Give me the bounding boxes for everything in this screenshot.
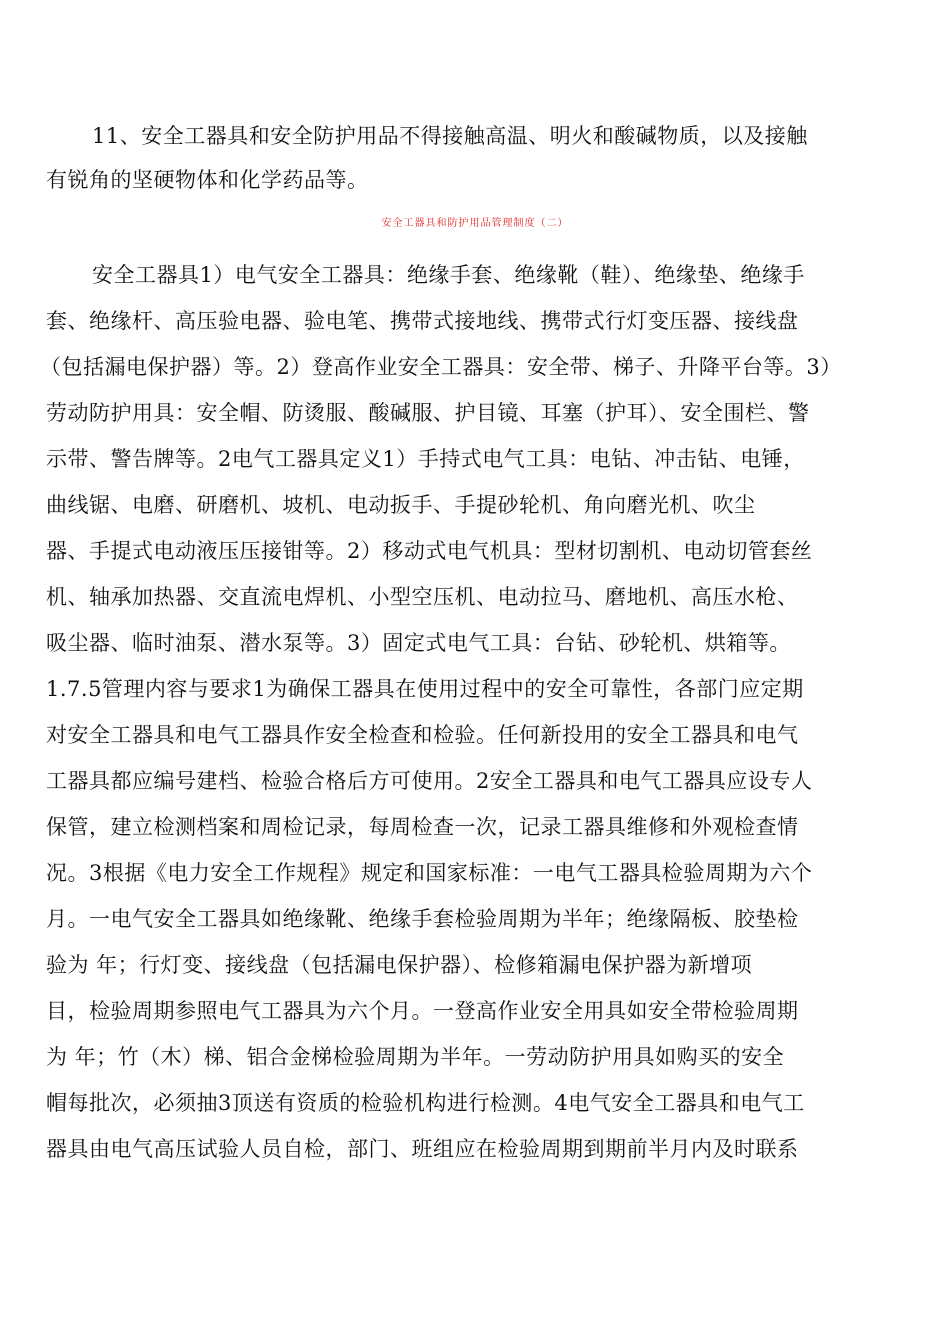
para2-line-13: 保管，建立检测档案和周检记录，每周检查一次，记录工器具维修和外观检查情 bbox=[46, 815, 799, 839]
para2-line-18: 为 年；竹（木）梯、铝合金梯检验周期为半年。一劳动防护用具如购买的安全 bbox=[46, 1045, 785, 1069]
para2-line-4: 劳动防护用具：安全帽、防烫服、酸碱服、护目镜、耳塞（护耳）、安全围栏、警 bbox=[46, 401, 810, 425]
para2-line-20: 器具由电气高压试验人员自检，部门、班组应在检验周期到期前半月内及时联系 bbox=[46, 1137, 799, 1161]
para2-line-2: 套、绝缘杆、高压验电器、验电笔、携带式接地线、携带式行灯变压器、接线盘 bbox=[46, 309, 799, 333]
para2-line-3: （包括漏电保护器）等。2）登高作业安全工器具：安全带、梯子、升降平台等。3） bbox=[40, 355, 842, 379]
para2-line-12: 工器具都应编号建档、检验合格后方可使用。2安全工器具和电气工器具应设专人 bbox=[46, 769, 813, 793]
para1-line-2: 有锐角的坚硬物体和化学药品等。 bbox=[46, 168, 369, 192]
para2-line-15: 月。一电气安全工器具如绝缘靴、绝缘手套检验周期为半年；绝缘隔板、胶垫检 bbox=[46, 907, 799, 931]
para2-line-9: 吸尘器、临时油泵、潜水泵等。3）固定式电气工具：台钻、砂轮机、烘箱等。 bbox=[46, 631, 791, 655]
para2-line-6: 曲线锯、电磨、研磨机、坡机、电动扳手、手提砂轮机、角向磨光机、吹尘 bbox=[46, 493, 756, 517]
para2-line-19: 帽每批次，必须抽3顶送有资质的检验机构进行检测。4电气安全工器具和电气工 bbox=[46, 1091, 805, 1115]
para2-line-14: 况。3根据《电力安全工作规程》规定和国家标准：一电气工器具检验周期为六个 bbox=[46, 861, 813, 885]
para2-line-7: 器、手提式电动液压压接钳等。2）移动式电气机具：型材切割机、电动切管套丝 bbox=[46, 539, 813, 563]
para2-line-10: 1.7.5管理内容与要求1为确保工器具在使用过程中的安全可靠性，各部门应定期 bbox=[46, 677, 804, 701]
para2-line-16: 验为 年；行灯变、接线盘（包括漏电保护器）、检修箱漏电保护器为新增项 bbox=[46, 953, 753, 977]
para2-line-5: 示带、警告牌等。2电气工器具定义1）手持式电气工具：电钻、冲击钻、电锤， bbox=[46, 447, 805, 471]
para2-line-17: 目，检验周期参照电气工器具为六个月。一登高作业安全用具如安全带检验周期 bbox=[46, 999, 799, 1023]
document-title: 安全工器具和防护用品管理制度（二） bbox=[381, 218, 569, 229]
para2-line-8: 机、轴承加热器、交直流电焊机、小型空压机、电动拉马、磨地机、高压水枪、 bbox=[46, 585, 799, 609]
para1-line-1: 11、安全工器具和安全防护用品不得接触高温、明火和酸碱物质，以及接触 bbox=[92, 124, 808, 148]
para2-line-11: 对安全工器具和电气工器具作安全检查和检验。任何新投用的安全工器具和电气 bbox=[46, 723, 799, 747]
para2-line-1: 安全工器具1）电气安全工器具：绝缘手套、绝缘靴（鞋）、绝缘垫、绝缘手 bbox=[92, 263, 805, 287]
